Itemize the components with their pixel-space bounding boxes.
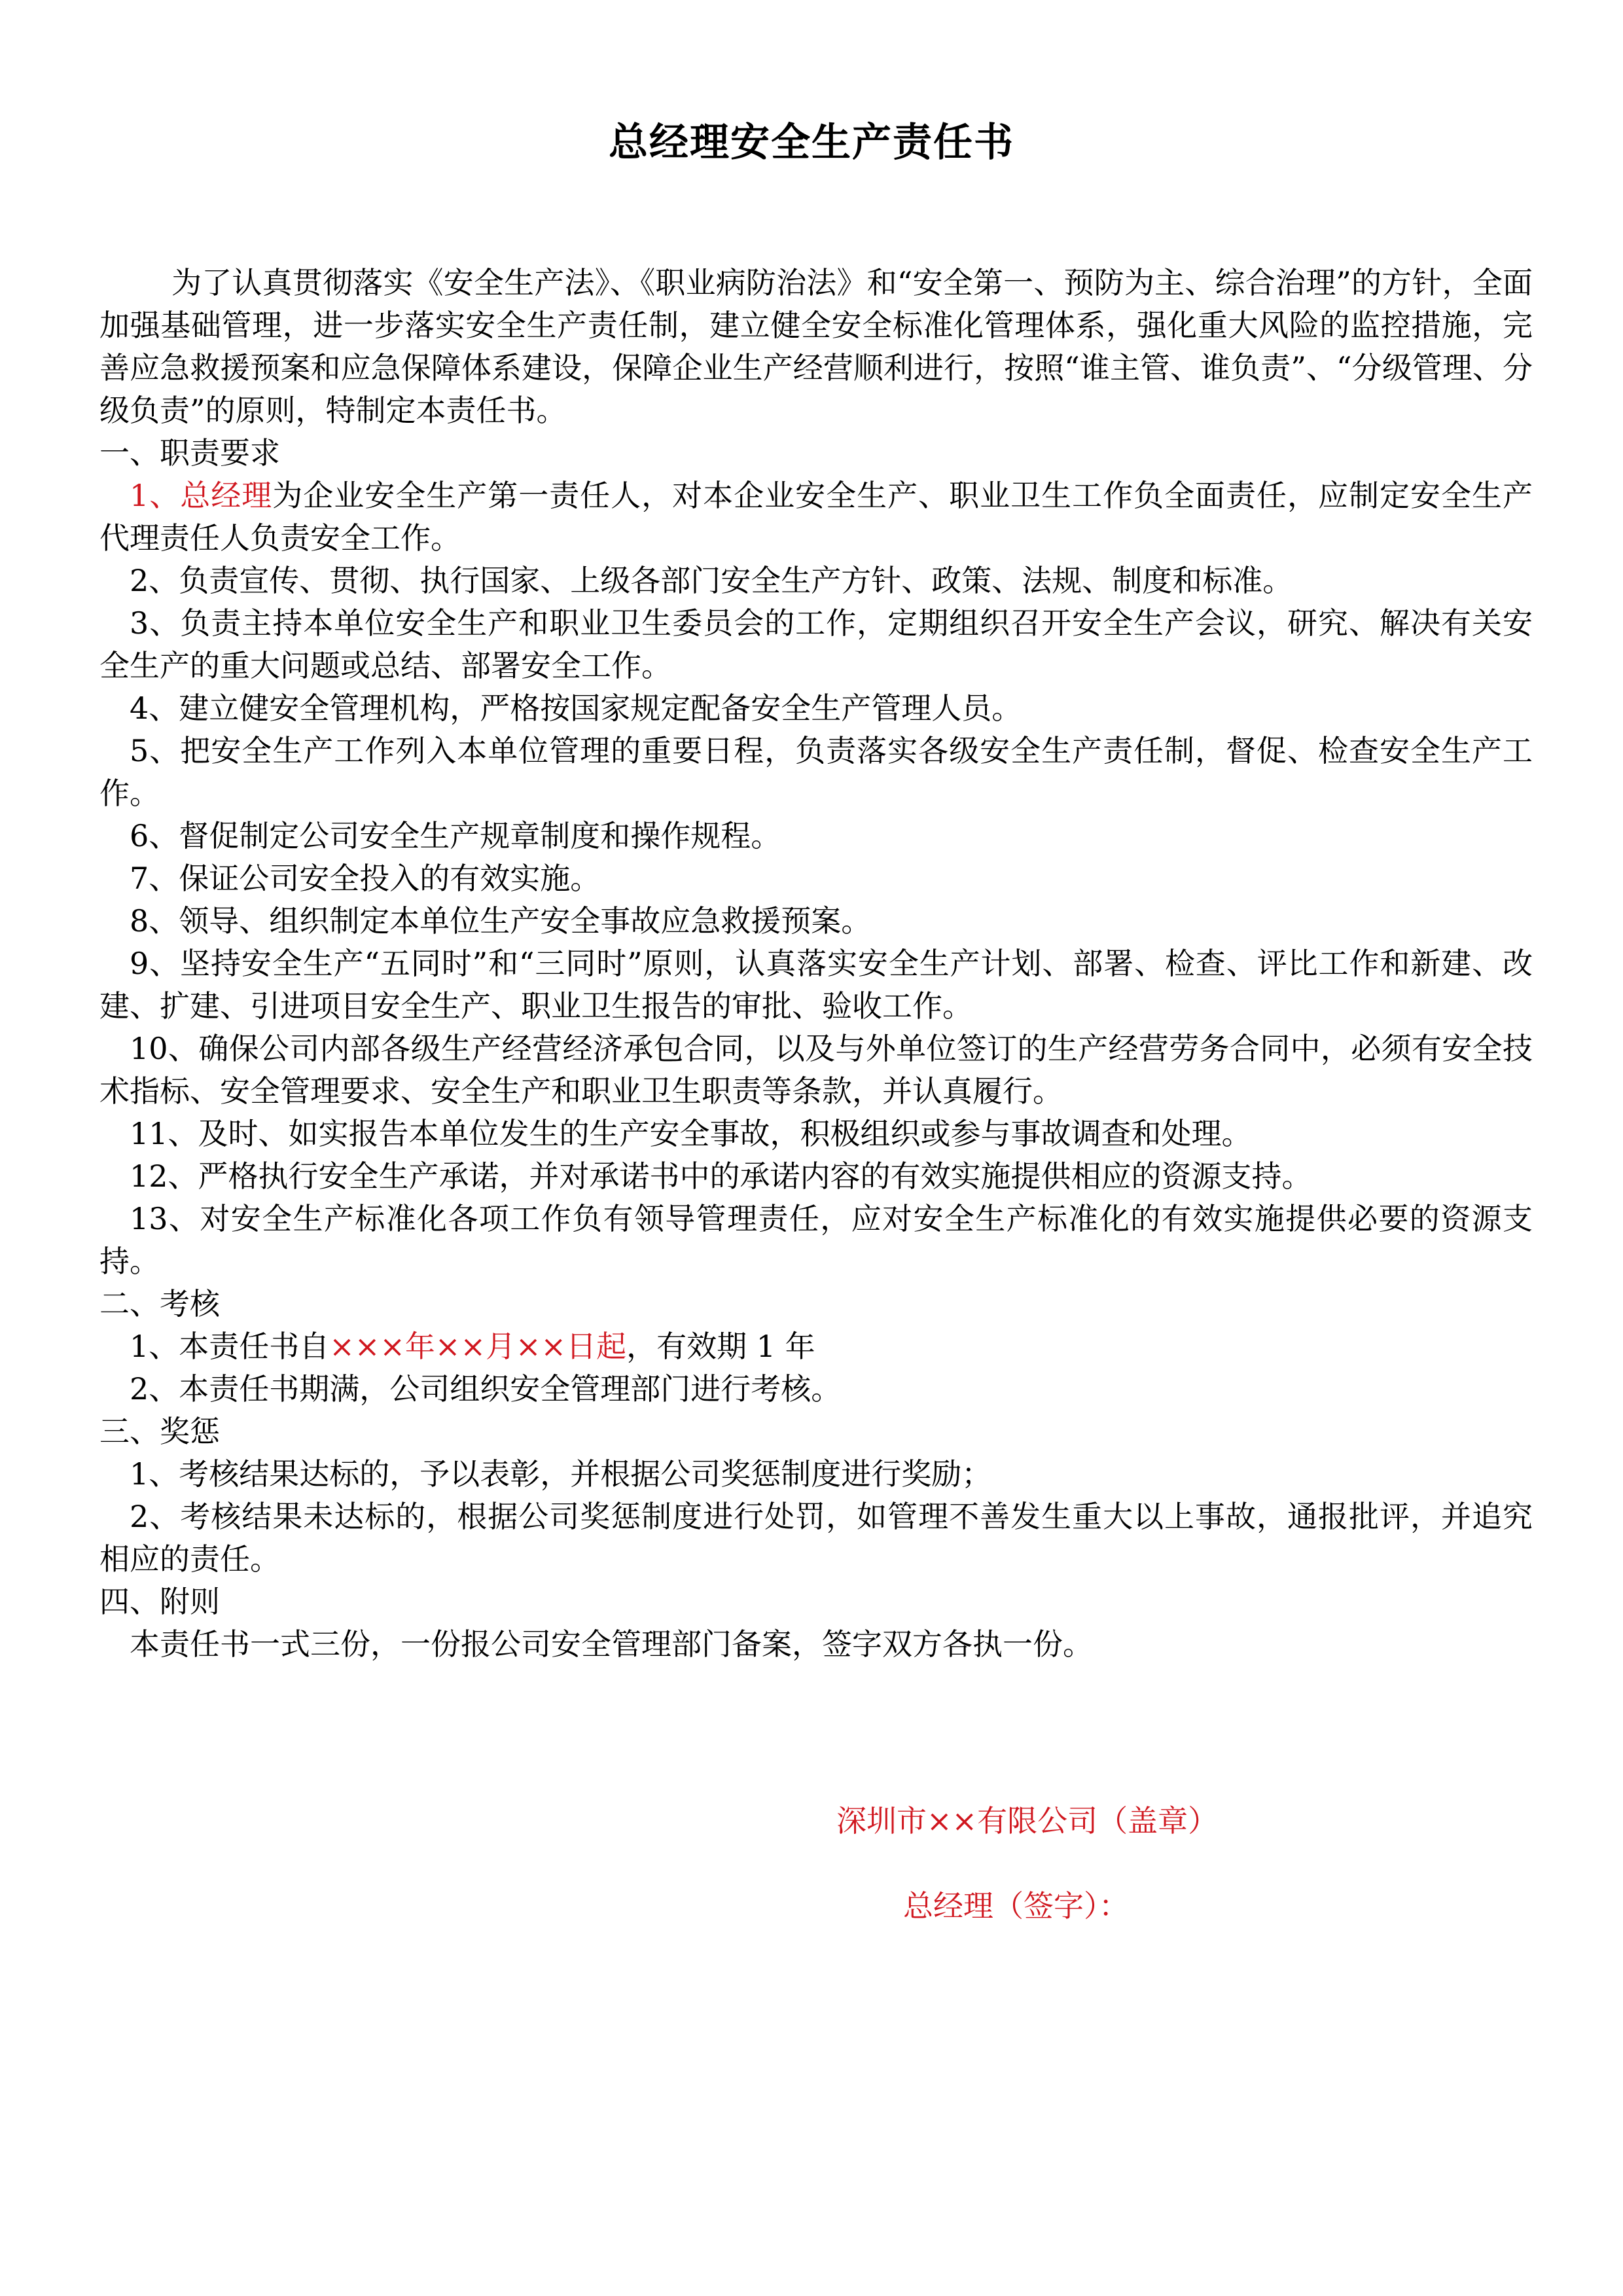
duty-item-6: 6、督促制定公司安全生产规章制度和操作规程。 xyxy=(130,818,781,853)
rewards-item-1: 1、考核结果达标的，予以表彰，并根据公司奖惩制度进行奖励； xyxy=(130,1456,992,1492)
section-heading-appendix: 四、附则 xyxy=(99,1584,220,1619)
intro-paragraph: 为了认真贯彻落实《安全生产法》、《职业病防治法》和“安全第一、预防为主、综合治理”的方针，全面加强基础管理，进一步落实安全生产责任制，建立健全安全标准化管理体系，强化重大风险的监控措施，完善应急救援预案和应急保障体系建设，保障企业生产经营顺利进行，按照“谁主管、谁负责”、“分级管理、分级负责”的原则，特制定本责任书。 xyxy=(99,265,1533,428)
section-heading-duties: 一、职责要求 xyxy=(99,435,280,471)
duty-item-13: 13、对安全生产标准化各项工作负有领导管理责任，应对安全生产标准化的有效实施提供必要的资源支持。 xyxy=(99,1201,1533,1279)
document-title: 总经理安全生产责任书 xyxy=(609,120,1014,166)
assessment-item-2: 2、本责任书期满，公司组织安全管理部门进行考核。 xyxy=(130,1371,842,1407)
duty-item-8: 8、领导、组织制定本单位生产安全事故应急救援预案。 xyxy=(130,903,872,939)
duty-item-9: 9、坚持安全生产“五同时”和“三同时”原则，认真落实安全生产计划、部署、检查、评比工作和新建、改建、扩建、引进项目安全生产、职业卫生报告的审批、验收工作。 xyxy=(99,946,1533,1024)
duty-item-4: 4、建立健安全管理机构，严格按国家规定配备安全生产管理人员。 xyxy=(130,691,1022,726)
duty-item-10: 10、确保公司内部各级生产经营经济承包合同，以及与外单位签订的生产经营劳务合同中，必须有安全技术指标、安全管理要求、安全生产和职业卫生职责等条款，并认真履行。 xyxy=(99,1031,1533,1109)
duty-item-1-highlight: 1、总经理 xyxy=(130,478,273,513)
duty-item-12: 12、严格执行安全生产承诺，并对承诺书中的承诺内容的有效实施提供相应的资源支持。 xyxy=(130,1158,1312,1194)
duty-item-2: 2、负责宣传、贯彻、执行国家、上级各部门安全生产方针、政策、法规、制度和标准。 xyxy=(130,563,1293,598)
duty-item-7: 7、保证公司安全投入的有效实施。 xyxy=(130,861,601,896)
assessment-item-1-date: ×××年××月××日起 xyxy=(329,1329,627,1364)
duty-item-3: 3、负责主持本单位安全生产和职业卫生委员会的工作，定期组织召开安全生产会议，研究、解决有关安全生产的重大问题或总结、部署安全工作。 xyxy=(99,605,1533,683)
document-body xyxy=(99,262,1533,1666)
section-heading-rewards: 三、奖惩 xyxy=(99,1414,220,1449)
duty-item-1-text: 为企业安全生产第一责任人，对本企业安全生产、职业卫生工作负全面责任，应制定安全生产代理责任人负责安全工作。 xyxy=(99,478,1533,556)
rewards-item-2: 2、考核结果未达标的，根据公司奖惩制度进行处罚，如管理不善发生重大以上事故，通报批评，并追究相应的责任。 xyxy=(99,1499,1533,1577)
appendix-text: 本责任书一式三份，一份报公司安全管理部门备案，签字双方各执一份。 xyxy=(130,1626,1093,1662)
assessment-item-1 xyxy=(99,1325,1533,1368)
company-seal-line: 深圳市××有限公司（盖章） xyxy=(836,1803,1219,1839)
duty-item-11: 11、及时、如实报告本单位发生的生产安全事故，积极组织或参与事故调查和处理。 xyxy=(130,1116,1252,1151)
duty-item-1 xyxy=(99,475,1533,560)
gm-signature-line: 总经理（签字）： xyxy=(903,1888,1129,1924)
assessment-item-1-suffix: ，有效期 1 年 xyxy=(626,1329,815,1364)
section-heading-assessment: 二、考核 xyxy=(99,1286,220,1321)
assessment-item-1-prefix: 1、本责任书自 xyxy=(130,1329,330,1364)
duty-item-5: 5、把安全生产工作列入本单位管理的重要日程，负责落实各级安全生产责任制，督促、检查安全生产工作。 xyxy=(99,733,1533,811)
